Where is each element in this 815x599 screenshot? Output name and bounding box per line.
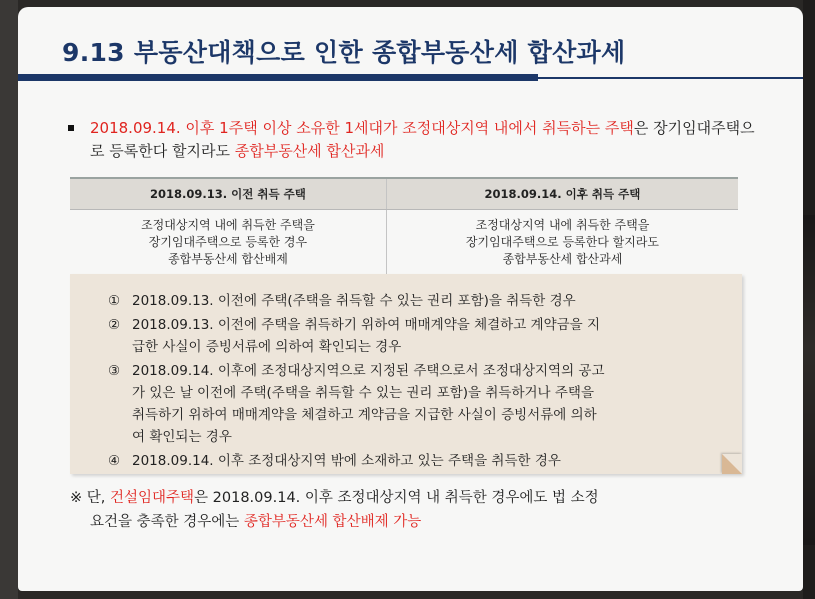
main-bullet [68,117,758,163]
list-item [108,314,722,358]
footnote-line2: 요건을 충족한 경우에는 [90,514,244,530]
exception-list [70,274,742,472]
list-item [108,360,722,448]
presenter-silhouette [803,215,815,545]
title-underline [18,74,538,81]
footnote-conclusion: 종합부동산세 합산배제 가능 [243,514,422,530]
page-fold-corner [722,454,742,474]
footnote-body: 은 2018.09.14. 이후 조정대상지역 내 취득한 경우에도 법 소정 [194,490,599,506]
circled-number: ④ [108,453,121,469]
note-line: 2018.09.13. 이전에 주택을 취득하기 위하여 매매계약을 체결하고 계약금을 지 [132,317,601,333]
footnote-prefix: ※ 단, [70,490,110,506]
note-line: 2018.09.13. 이전에 주택(주택을 취득할 수 있는 권리 포함)을 취득한 경우 [132,293,576,309]
list-item [108,450,722,472]
square-bullet-icon [68,125,74,131]
screen-frame-left [0,0,18,599]
title-underline-thin [538,77,803,79]
table-header-after: 2018.09.14. 이후 취득 주택 [386,178,738,210]
list-item [108,290,722,312]
note-line: 2018.09.14. 이후 조정대상지역 밖에 소재하고 있는 주택을 취득한 경우 [132,453,561,469]
cell-line: 조정대상지역 내에 취득한 주택을 [141,218,315,232]
footnote-highlight: 건설임대주택 [109,490,195,506]
table-cell-after [386,210,738,278]
circled-number: ② [108,317,121,333]
cell-line: 종합부동산세 합산배제 [168,252,288,266]
main-bullet-text [90,117,758,163]
footnote [70,486,760,534]
slide-title: 9.13 부동산대책으로 인한 종합부동산세 합산과세 [62,38,626,67]
exception-note-box [70,274,742,474]
cell-line: 장기임대주택으로 등록한 경우 [148,235,308,249]
bullet-highlight: 2018.09.14. 이후 1주택 이상 소유한 1세대가 조정대상지역 내에서 취득하는 주택 [90,119,634,137]
cell-line: 종합부동산세 합산과세 [502,252,623,266]
note-line: 급한 사실이 증빙서류에 의하여 확인되는 경우 [132,339,402,355]
comparison-table [70,177,738,278]
circled-number: ③ [108,363,121,379]
note-line: 2018.09.14. 이후에 조정대상지역으로 지정된 주택으로서 조정대상지역의 공고 [132,363,605,379]
slide [18,7,803,591]
note-line: 가 있은 날 이전에 주택(주택을 취득할 수 있는 권리 포함)을 취득하거나 주택을 [132,385,595,401]
cell-line: 조정대상지역 내에 취득한 주택을 [475,218,650,232]
table-row [70,210,738,278]
table-cell-before [70,210,386,278]
note-line: 여 확인되는 경우 [132,429,232,445]
table-header-before: 2018.09.13. 이전 취득 주택 [70,178,386,210]
bullet-body: 은 장기임대주택으로 등록한다 할지라도 [90,119,755,160]
cell-line: 장기임대주택으로 등록한다 할지라도 [465,235,659,249]
circled-number: ① [108,293,121,309]
bullet-conclusion: 종합부동산세 합산과세 [234,142,385,160]
note-line: 취득하기 위하여 매매계약을 체결하고 계약금을 지급한 사실이 증빙서류에 의하 [132,407,597,423]
